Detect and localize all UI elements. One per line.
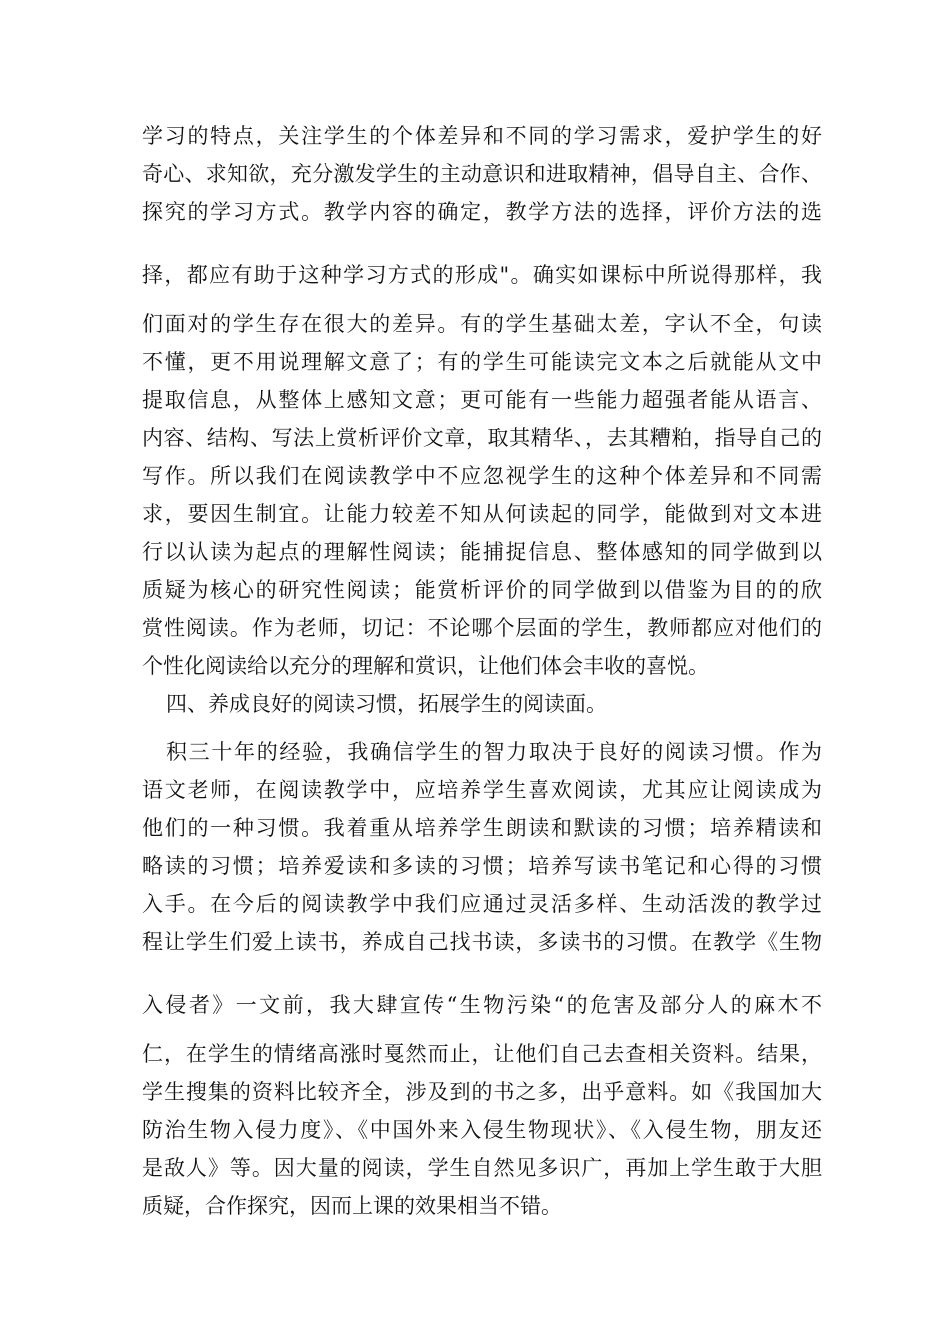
text-line: 入手。在今后的阅读教学中我们应通过灵活多样、生动活泼的教学过 (142, 892, 822, 916)
text-line: 质疑，合作探究，因而上课的效果相当不错。 (142, 1194, 562, 1218)
text-line: 探究的学习方式。教学内容的确定，教学方法的选择，评价方法的选 (142, 200, 822, 224)
text-line: 学生搜集的资料比较齐全，涉及到的书之多，出乎意料。如《我国加大 (142, 1080, 822, 1104)
text-line: 择，都应有助于这种学习方式的形成"。确实如课标中所说得那样，我 (142, 263, 822, 287)
text-line: 语文老师，在阅读教学中，应培养学生喜欢阅读，尤其应让阅读成为 (142, 778, 822, 802)
text-line: 学习的特点，关注学生的个体差异和不同的学习需求，爱护学生的好 (142, 124, 822, 148)
text-line: 求，要因生制宜。让能力较差不知从何读起的同学，能做到对文本进 (142, 502, 822, 526)
text-line: 不懂，更不用说理解文意了；有的学生可能读完文本之后就能从文中 (142, 350, 822, 374)
text-line: 是敌人》等。因大量的阅读，学生自然见多识广，再加上学生敢于大胆 (142, 1156, 822, 1180)
text-line: 个性化阅读给以充分的理解和赏识，让他们体会丰收的喜悦。 (142, 654, 709, 678)
text-line: 写作。所以我们在阅读教学中不应忽视学生的这种个体差异和不同需 (142, 464, 822, 488)
text-line: 内容、结构、写法上赏析评价文章，取其精华、，去其糟粕，指导自己的 (142, 426, 822, 450)
text-line: 们面对的学生存在很大的差异。有的学生基础太差，字认不全，句读 (142, 312, 822, 336)
text-line: 行以认读为起点的理解性阅读；能捕捉信息、整体感知的同学做到以 (142, 540, 822, 564)
text-line: 质疑为核心的研究性阅读；能赏析评价的同学做到以借鉴为目的的欣 (142, 578, 822, 602)
section-heading: 四、养成良好的阅读习惯，拓展学生的阅读面。 (166, 692, 607, 716)
text-line: 防治生物入侵力度》、《中国外来入侵生物现状》、《入侵生物，朋友还 (142, 1118, 822, 1142)
text-line: 略读的习惯；培养爱读和多读的习惯；培养写读书笔记和心得的习惯 (142, 854, 822, 878)
text-line: 提取信息，从整体上感知文意；更可能有一些能力超强者能从语言、 (142, 388, 822, 412)
text-line: 仁，在学生的情绪高涨时戛然而止，让他们自己去查相关资料。结果， (142, 1042, 822, 1066)
text-line: 赏性阅读。作为老师，切记：不论哪个层面的学生，教师都应对他们的 (142, 616, 822, 640)
text-line: 入侵者》一文前，我大肆宣传“生物污染“的危害及部分人的麻木不 (142, 993, 822, 1017)
text-line: 他们的一种习惯。我着重从培养学生朗读和默读的习惯；培养精读和 (142, 816, 822, 840)
text-line: 奇心、求知欲，充分激发学生的主动意识和进取精神，倡导自主、合作、 (142, 162, 822, 186)
text-line: 程让学生们爱上读书，养成自己找书读，多读书的习惯。在教学《生物 (142, 930, 822, 954)
text-line: 积三十年的经验，我确信学生的智力取决于良好的阅读习惯。作为 (166, 740, 822, 764)
